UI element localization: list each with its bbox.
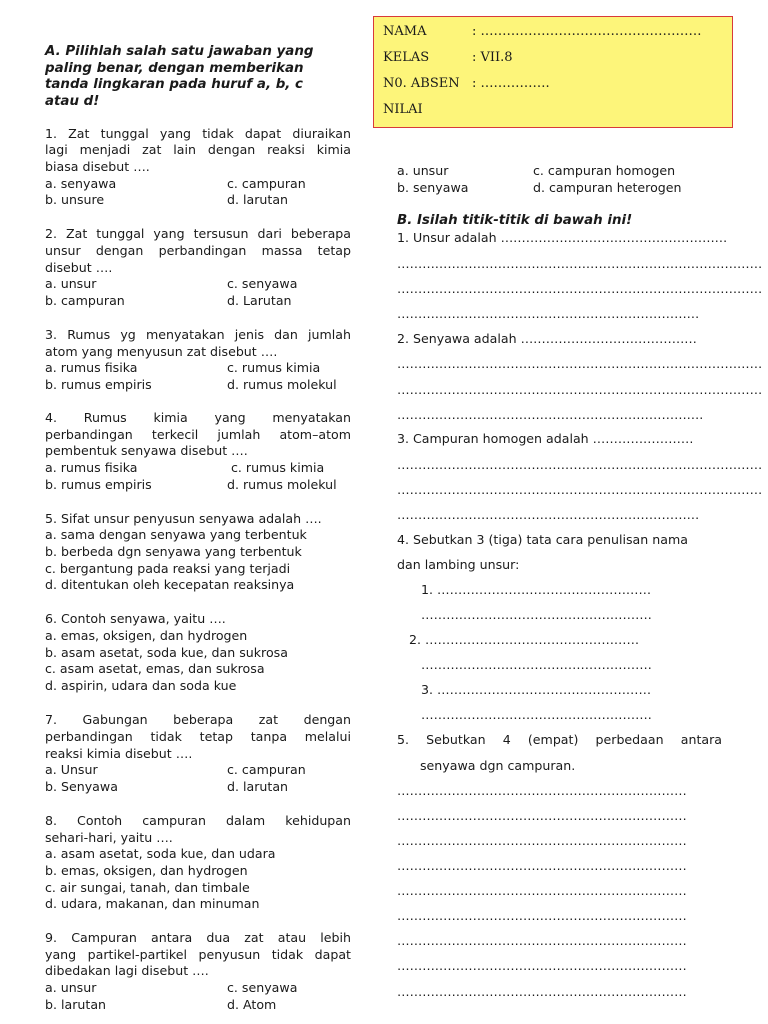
- option-a: a. unsur: [45, 276, 97, 291]
- option-d: d. rumus molekul: [227, 477, 337, 492]
- option-d: d. aspirin, udara dan soda kue: [45, 678, 237, 693]
- answer-line: ……………………………………………………………….: [397, 407, 704, 422]
- question-text: lagi menjadi zat lain dengan reaksi kimia: [45, 142, 351, 157]
- question-text: sehari-hari, yaitu ….: [45, 830, 173, 845]
- option-d: d. Larutan: [227, 293, 292, 308]
- question-text: dan lambing unsur:: [397, 557, 520, 572]
- option-a: a. unsur: [45, 980, 97, 995]
- question-text: 1. Zat tunggal yang tidak dapat diuraikan: [45, 126, 351, 141]
- answer-line: ……………………………………………………………: [397, 933, 687, 948]
- option-b: b. Senyawa: [45, 779, 118, 794]
- option-d: d. udara, makanan, dan minuman: [45, 896, 260, 911]
- answer-line: ………………………………………………………………: [397, 507, 700, 522]
- question-text: 2. Senyawa adalah ……………………………………: [397, 331, 697, 346]
- answer-line: ……………………………………………………………………………: [397, 256, 763, 271]
- option-a: a. Unsur: [45, 762, 98, 777]
- section-a-title-line: atau d!: [45, 94, 100, 109]
- answer-line: 3. ……………………………………………: [421, 682, 652, 697]
- answer-line: ……………………………………………………………: [397, 833, 687, 848]
- section-a-title-line: A. Pilihlah salah satu jawaban yang: [45, 44, 314, 59]
- answer-line: ……………………………………………….: [421, 607, 652, 622]
- question-text: 4. Sebutkan 3 (tiga) tata cara penulisan nama: [397, 532, 688, 547]
- option-c: c. rumus kimia: [227, 360, 321, 375]
- option-d: d. Atom: [227, 997, 277, 1012]
- question-text: biasa disebut ….: [45, 159, 150, 174]
- option-c: c. rumus kimia: [231, 460, 325, 475]
- question-text: reaksi kimia disebut ….: [45, 746, 193, 761]
- question-text: disebut ….: [45, 260, 113, 275]
- kelas-label: KELAS: [383, 50, 430, 65]
- option-c: c. senyawa: [227, 276, 298, 291]
- option-c: c. campuran: [227, 762, 306, 777]
- option-c: c. senyawa: [227, 980, 298, 995]
- answer-line: ……………………………………………………………: [397, 808, 687, 823]
- answer-line: ……………………………………………………………: [397, 908, 687, 923]
- option-a: a. sama dengan senyawa yang terbentuk: [45, 527, 307, 542]
- question-text: atom yang menyusun zat disebut ….: [45, 344, 278, 359]
- option-b: b. rumus empiris: [45, 477, 152, 492]
- option-b: b. campuran: [45, 293, 125, 308]
- option-c: c. asam asetat, emas, dan sukrosa: [45, 661, 265, 676]
- section-a-title-line: tanda lingkaran pada huruf a, b, c: [45, 77, 303, 92]
- question-text: 5. Sebutkan 4 (empat) perbedaan antara: [397, 732, 722, 747]
- option-b: b. larutan: [45, 997, 107, 1012]
- option-a: a. rumus fisika: [45, 360, 138, 375]
- question-text: 7. Gabungan beberapa zat dengan: [45, 712, 351, 727]
- answer-line: ……………………………………………………………: [397, 783, 687, 798]
- answer-line: ……………………………………………………………: [397, 958, 687, 973]
- answer-line: ……………………………………………….: [421, 707, 652, 722]
- answer-line: ……………………………………………………………………………: [397, 457, 763, 472]
- option-c: c. campuran homogen: [533, 163, 676, 178]
- option-b: b. unsure: [45, 192, 105, 207]
- answer-line: 2. ……………………………………………: [409, 632, 640, 647]
- question-text: pembentuk senyawa disebut ….: [45, 443, 248, 458]
- answer-line: 1. ……………………………………………: [421, 582, 652, 597]
- answer-line: ……………………………………………………………: [397, 984, 687, 999]
- option-c: c. air sungai, tanah, dan timbale: [45, 880, 250, 895]
- option-a: a. emas, oksigen, dan hydrogen: [45, 628, 248, 643]
- section-a-title-line: paling benar, dengan memberikan: [45, 61, 304, 76]
- question-text: 1. Unsur adalah ………………………………………………: [397, 230, 728, 245]
- option-b: b. senyawa: [397, 180, 469, 195]
- option-a: a. rumus fisika: [45, 460, 138, 475]
- question-text: unsur dengan perbandingan massa tetap: [45, 243, 351, 258]
- question-text: 4. Rumus kimia yang menyatakan: [45, 410, 351, 425]
- nama-label: NAMA: [383, 24, 427, 39]
- kelas-value: : VII.8: [472, 50, 513, 65]
- question-text: 3. Campuran homogen adalah ……………………: [397, 431, 694, 446]
- answer-line: ………………………………………………………………: [397, 306, 700, 321]
- option-d: d. larutan: [227, 192, 289, 207]
- question-text: perbandingan terkecil jumlah atom–atom: [45, 427, 351, 442]
- absen-label: N0. ABSEN: [383, 76, 460, 91]
- option-b: b. emas, oksigen, dan hydrogen: [45, 863, 248, 878]
- question-text: 6. Contoh senyawa, yaitu ….: [45, 611, 226, 626]
- question-text: perbandingan tidak tetap tanpa melalui: [45, 729, 351, 744]
- nama-value: : ……………………………………………: [472, 24, 702, 39]
- option-c: c. bergantung pada reaksi yang terjadi: [45, 561, 291, 576]
- question-text: 8. Contoh campuran dalam kehidupan: [45, 813, 351, 828]
- answer-line: ……………………………………………………………………………: [397, 281, 763, 296]
- option-a: a. senyawa: [45, 176, 117, 191]
- question-text: 3. Rumus yg menyatakan jenis dan jumlah: [45, 327, 351, 342]
- answer-line: ……………………………………………….: [421, 657, 652, 672]
- answer-line: ……………………………………………………………: [397, 883, 687, 898]
- question-text: yang partikel-partikel penyusun tidak dapat: [45, 947, 351, 962]
- option-b: b. rumus empiris: [45, 377, 152, 392]
- question-text: 5. Sifat unsur penyusun senyawa adalah ….: [45, 511, 322, 526]
- section-b-title: B. Isilah titik-titik di bawah ini!: [397, 213, 633, 228]
- question-text: senyawa dgn campuran.: [420, 758, 576, 773]
- answer-line: ……………………………………………………………………………: [397, 482, 763, 497]
- question-text: 9. Campuran antara dua zat atau lebih: [45, 930, 351, 945]
- option-d: d. ditentukan oleh kecepatan reaksinya: [45, 577, 295, 592]
- answer-line: ……………………………………………………………………………: [397, 382, 763, 397]
- student-id-box: [373, 16, 733, 128]
- option-b: b. asam asetat, soda kue, dan sukrosa: [45, 645, 288, 660]
- option-d: d. rumus molekul: [227, 377, 337, 392]
- option-d: d. larutan: [227, 779, 289, 794]
- question-text: dibedakan lagi disebut ….: [45, 963, 209, 978]
- option-c: c. campuran: [227, 176, 306, 191]
- answer-line: ……………………………………………………………………………: [397, 356, 763, 371]
- option-d: d. campuran heterogen: [533, 180, 682, 195]
- nilai-label: NILAI: [383, 102, 423, 117]
- option-b: b. berbeda dgn senyawa yang terbentuk: [45, 544, 302, 559]
- answer-line: ……………………………………………………………: [397, 858, 687, 873]
- option-a: a. unsur: [397, 163, 449, 178]
- option-a: a. asam asetat, soda kue, dan udara: [45, 846, 276, 861]
- question-text: 2. Zat tunggal yang tersusun dari beberapa: [45, 226, 351, 241]
- absen-value: : …………….: [472, 76, 550, 91]
